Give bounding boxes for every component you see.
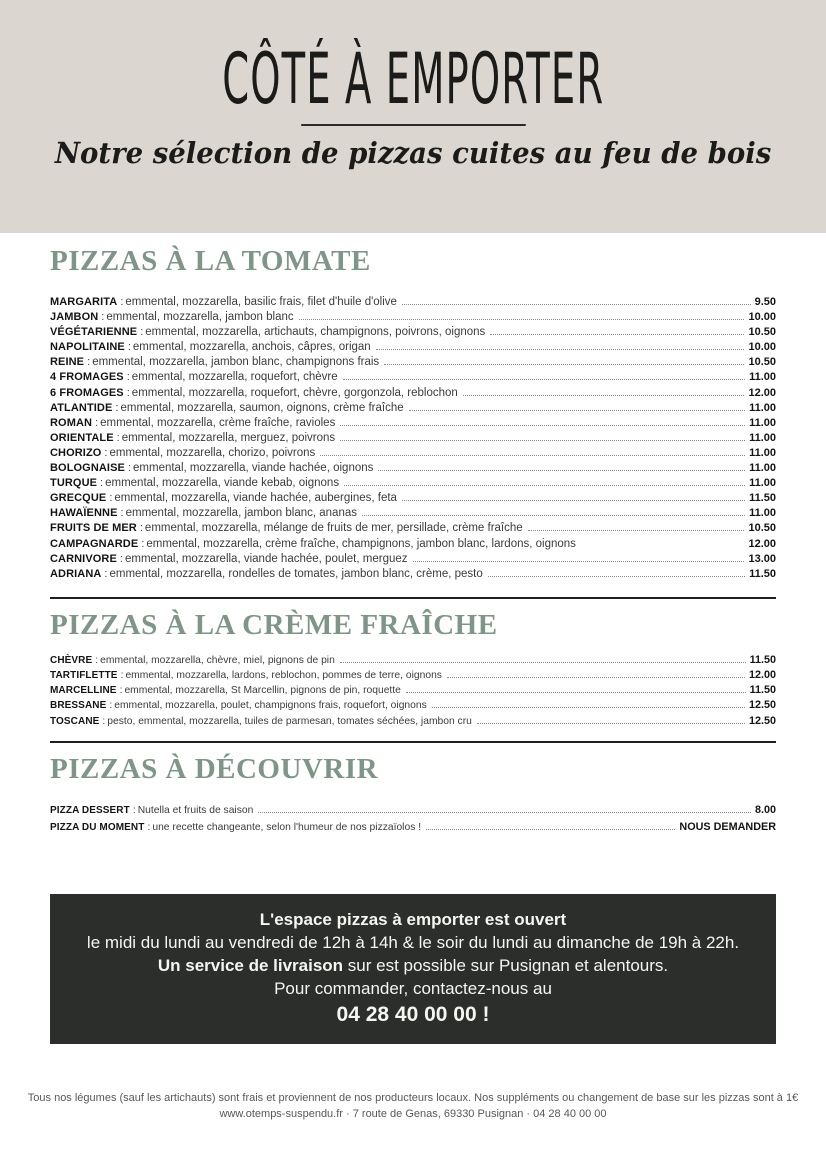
banner-title: L'espace pizzas à emporter est ouvert	[259, 909, 567, 929]
menu-item-row	[50, 431, 776, 446]
item-separator: :	[140, 326, 144, 339]
menu-item-row	[50, 714, 776, 729]
menu-sections	[0, 246, 826, 836]
item-description: emmental, mozzarella, anchois, câpres, origan	[132, 341, 371, 354]
dotted-leader	[402, 304, 751, 305]
banner-delivery-rest: sur est possible sur Pusignan et alentours.	[343, 955, 669, 975]
dotted-leader	[344, 485, 745, 486]
menu-title	[0, 0, 826, 120]
item-price: 10.50	[748, 326, 776, 339]
item-description: emmental, mozzarella, mélange de fruits de mer, persillade, crème fraîche	[144, 522, 523, 535]
item-price: 11.00	[749, 371, 776, 384]
item-description: emmental, mozzarella, jambon blanc	[106, 311, 294, 324]
takeaway-info-banner	[50, 894, 776, 1044]
item-separator: :	[119, 685, 123, 697]
dotted-leader	[340, 662, 746, 663]
item-separator: :	[104, 446, 108, 459]
menu-subtitle-text: Notre sélection de pizzas cuites au feu de bois	[54, 136, 772, 170]
section-divider	[50, 741, 776, 743]
menu-item-row	[50, 698, 776, 713]
menu-item-row	[50, 416, 776, 431]
item-description: emmental, mozzarella, jambon blanc, champignons frais	[92, 356, 380, 369]
item-description: emmental, mozzarella, basilic frais, filet d'huile d'olive	[125, 296, 397, 308]
item-separator: :	[95, 654, 99, 666]
item-name: BRESSANE	[50, 700, 107, 712]
menu-title-text: CÔTÉ À EMPORTER	[222, 38, 604, 120]
section-title: PIZZAS À LA CRÈME FRAÎCHE	[50, 608, 498, 641]
menu-item-row	[50, 340, 776, 355]
item-price: 11.00	[749, 446, 776, 459]
item-price: 12.50	[748, 714, 776, 727]
item-name: PIZZA DESSERT	[50, 804, 130, 816]
item-separator: :	[100, 477, 104, 490]
section-title: PIZZAS À DÉCOUVRIR	[50, 752, 379, 785]
item-price: 11.50	[749, 567, 776, 580]
footer-note: Tous nos légumes (sauf les artichauts) sont frais et proviennent de nos producteurs locaux. Nos suppléments ou changement de base sur les pizzas sont à 1€	[27, 1091, 799, 1104]
menu-item-row	[50, 567, 776, 582]
item-name: REINE	[50, 356, 85, 369]
menu-item-row	[50, 819, 776, 836]
item-separator: :	[127, 462, 132, 475]
item-price: 10.50	[748, 356, 776, 369]
item-separator: :	[109, 492, 113, 505]
menu-item-row	[50, 446, 776, 461]
dotted-leader	[409, 410, 745, 411]
title-underline	[301, 124, 526, 126]
menu-item-row	[50, 537, 776, 552]
item-description: emmental, mozzarella, crème fraîche, ravioles	[100, 416, 336, 429]
item-name: BOLOGNAISE	[50, 462, 125, 475]
item-description: emmental, mozzarella, saumon, oignons, crème fraîche	[120, 401, 404, 414]
item-separator: :	[102, 715, 106, 727]
item-separator: :	[120, 507, 124, 520]
item-description: emmental, mozzarella, viande hachée, oignons	[133, 462, 374, 475]
section-title: PIZZAS À LA TOMATE	[50, 245, 371, 277]
item-price: 11.00	[749, 431, 776, 444]
menu-item-row	[50, 491, 776, 506]
menu-list	[50, 653, 776, 729]
item-name: ORIENTALE	[50, 431, 114, 444]
menu-section	[50, 246, 776, 582]
banner-phone: 04 28 40 00 00 !	[336, 1002, 490, 1026]
item-name: VÉGÉTARIENNE	[50, 326, 138, 339]
item-description: emmental, mozzarella, rondelles de tomates, jambon blanc, crème, pesto	[109, 567, 483, 580]
menu-section	[50, 741, 776, 836]
item-separator: :	[127, 341, 131, 354]
menu-header	[0, 0, 826, 233]
item-name: JAMBON	[50, 311, 99, 324]
dotted-leader	[362, 515, 745, 516]
item-name: CAMPAGNARDE	[50, 537, 139, 550]
dotted-leader	[463, 395, 745, 396]
item-separator: :	[139, 522, 143, 535]
menu-item-row	[50, 355, 776, 370]
item-separator: :	[115, 401, 119, 414]
item-price: 10.50	[748, 522, 776, 535]
item-description: emmental, mozzarella, lardons, reblochon, pommes de terre, oignons	[125, 669, 442, 681]
item-separator: :	[147, 821, 151, 833]
item-name: ADRIANA	[50, 567, 102, 580]
banner-contact-prompt: Pour commander, contactez-nous au	[274, 978, 552, 998]
item-name: GRECQUE	[50, 492, 107, 505]
item-name: TARTIFLETTE	[50, 669, 118, 681]
item-name: NAPOLITAINE	[50, 341, 125, 354]
item-description: emmental, mozzarella, artichauts, champignons, poivrons, oignons	[145, 326, 486, 339]
menu-item-row	[50, 401, 776, 416]
item-description: pesto, emmental, mozzarella, tuiles de parmesan, tomates séchées, jambon cru	[107, 715, 472, 727]
item-description: emmental, mozzarella, chèvre, miel, pignons de pin	[100, 654, 335, 666]
item-name: MARCELLINE	[50, 685, 117, 697]
item-description: emmental, mozzarella, viande kebab, oignons	[105, 477, 340, 490]
dotted-leader	[340, 425, 745, 426]
menu-item-row	[50, 653, 776, 668]
item-name: CHÈVRE	[50, 654, 93, 666]
menu-item-row	[50, 521, 776, 536]
item-description: emmental, mozzarella, jambon blanc, ananas	[125, 507, 357, 520]
item-separator: :	[141, 537, 145, 550]
dotted-leader	[413, 561, 745, 562]
menu-item-row	[50, 683, 776, 698]
dotted-leader	[299, 319, 745, 320]
item-description: emmental, mozzarella, roquefort, chèvre	[131, 371, 338, 384]
item-price: 12.00	[748, 668, 776, 681]
item-name: PIZZA DU MOMENT	[50, 821, 145, 833]
item-name: TOSCANE	[50, 715, 100, 727]
dotted-leader	[402, 500, 745, 501]
item-price: 10.00	[748, 311, 776, 324]
dotted-leader	[384, 364, 744, 365]
menu-item-row	[50, 461, 776, 476]
item-separator: :	[95, 416, 99, 429]
item-price: 13.00	[748, 552, 776, 565]
item-name: CHORIZO	[50, 446, 102, 459]
item-price: 11.50	[749, 653, 776, 666]
item-description: Nutella et fruits de saison	[137, 804, 254, 816]
section-divider	[50, 597, 776, 599]
menu-section	[50, 597, 776, 729]
item-price: 12.50	[748, 699, 776, 712]
item-name: ROMAN	[50, 416, 93, 429]
item-price: 11.00	[749, 416, 776, 429]
item-separator: :	[101, 311, 105, 324]
menu-item-row	[50, 386, 776, 401]
menu-item-row	[50, 552, 776, 567]
menu-item-row	[50, 370, 776, 385]
dotted-leader	[426, 829, 675, 830]
menu-list	[50, 802, 776, 836]
item-separator: :	[120, 296, 124, 308]
menu-item-row	[50, 802, 776, 819]
item-description: emmental, mozzarella, viande hachée, poulet, merguez	[124, 552, 408, 565]
dotted-leader	[488, 576, 745, 577]
item-separator: :	[132, 804, 136, 816]
menu-item-row	[50, 325, 776, 340]
menu-item-row	[50, 476, 776, 491]
banner-delivery-bold: Un service de livraison	[157, 955, 344, 975]
item-name: HAWAÏENNE	[50, 507, 118, 520]
item-description: emmental, mozzarella, crème fraîche, champignons, jambon blanc, lardons, oignons	[146, 537, 576, 550]
item-price: 11.50	[749, 492, 776, 505]
item-description: emmental, mozzarella, roquefort, chèvre, gorgonzola, reblochon	[131, 386, 458, 399]
item-name: FRUITS DE MER	[50, 522, 137, 535]
item-description: emmental, mozzarella, poulet, champignons frais, roquefort, oignons	[114, 700, 427, 712]
item-price: 8.00	[754, 803, 776, 816]
menu-item-row	[50, 310, 776, 325]
page-footer	[0, 1090, 826, 1122]
dotted-leader	[320, 455, 745, 456]
menu-item-row	[50, 506, 776, 521]
dotted-leader	[406, 692, 746, 693]
item-separator: :	[87, 356, 91, 369]
item-separator: :	[119, 552, 123, 565]
item-separator: :	[126, 371, 130, 384]
item-name: 6 FROMAGES	[50, 386, 124, 399]
item-separator: :	[104, 567, 108, 580]
item-name: ATLANTIDE	[50, 401, 113, 414]
item-name: MARGARITA	[50, 296, 118, 308]
item-separator: :	[109, 700, 113, 712]
item-price: 10.00	[748, 341, 776, 354]
dotted-leader	[490, 334, 744, 335]
item-description: une recette changeante, selon l'humeur de nos pizzaïolos !	[152, 821, 422, 833]
dotted-leader	[432, 707, 745, 708]
item-price: 11.00	[749, 477, 776, 490]
item-price: 11.00	[749, 507, 776, 520]
menu-subtitle	[0, 136, 826, 170]
item-separator: :	[116, 431, 120, 444]
menu-list	[50, 295, 776, 582]
dotted-leader	[477, 723, 745, 724]
dotted-leader	[447, 677, 745, 678]
banner-delivery	[66, 954, 760, 977]
item-description: emmental, mozzarella, merguez, poivrons	[121, 431, 336, 444]
dotted-leader	[258, 812, 751, 813]
item-price: 11.00	[749, 462, 776, 475]
item-price: NOUS DEMANDER	[679, 820, 776, 833]
menu-item-row	[50, 295, 776, 310]
menu-item-row	[50, 668, 776, 683]
item-description: emmental, mozzarella, viande hachée, aubergines, feta	[114, 492, 397, 505]
footer-address: www.otemps-suspendu.fr · 7 route de Genas, 69330 Pusignan · 04 28 40 00 00	[219, 1107, 607, 1120]
item-price: 9.50	[754, 296, 776, 308]
item-separator: :	[120, 669, 124, 681]
item-name: CARNIVORE	[50, 552, 117, 565]
dotted-leader	[378, 470, 745, 471]
item-price: 11.50	[749, 684, 776, 697]
item-description: emmental, mozzarella, St Marcellin, pignons de pin, roquette	[124, 685, 401, 697]
dotted-leader	[376, 349, 745, 350]
item-price: 12.00	[748, 537, 776, 550]
item-separator: :	[126, 386, 130, 399]
item-price: 11.00	[749, 401, 776, 414]
dotted-leader	[343, 379, 745, 380]
dotted-leader	[340, 440, 745, 441]
item-price: 12.00	[748, 386, 776, 399]
item-description: emmental, mozzarella, chorizo, poivrons	[109, 446, 316, 459]
item-name: TURQUE	[50, 477, 98, 490]
dotted-leader	[528, 530, 745, 531]
item-name: 4 FROMAGES	[50, 371, 124, 384]
banner-hours: le midi du lundi au vendredi de 12h à 14h & le soir du lundi au dimanche de 19h à 22h.	[86, 932, 740, 952]
